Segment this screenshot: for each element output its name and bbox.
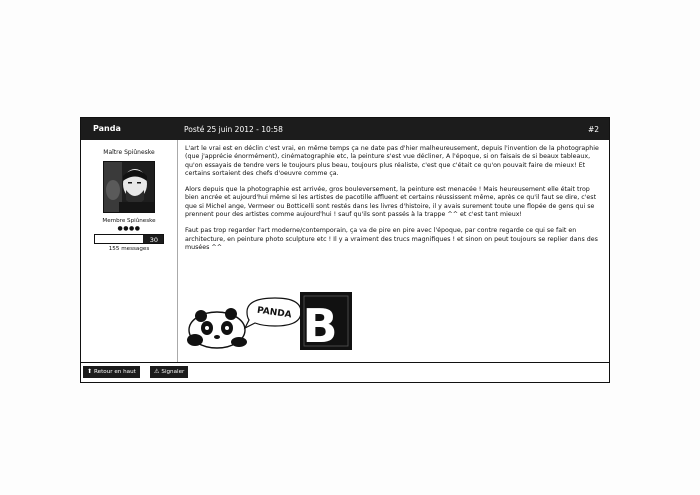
post-author-link[interactable]: Panda (93, 124, 121, 133)
post-number-link[interactable]: #2 (587, 125, 599, 134)
forum-post (80, 117, 610, 383)
avatar-image (104, 162, 154, 212)
post-header (81, 118, 609, 140)
karma-bar (94, 234, 164, 244)
avatar[interactable] (103, 161, 155, 213)
back-to-top-label: Retour en haut (94, 369, 136, 375)
block-letter: B (302, 299, 338, 352)
author-group: Membre Spiûneske (102, 218, 156, 224)
back-to-top-button[interactable] (83, 366, 140, 378)
post-paragraph-1: L'art le vrai est en déclin c'est vrai, en même temps ça ne date pas d'hier malheureusement, depuis l'invention de la photographie (que j'apprécie énormément), cinématographie etc, la peinture s'est vue décliner, A l'époque, si on faisais de si beaux tableaux, qu'on essayais de tendre vers le toujours plus beau, toujours plus réaliste, c'est que c'était ce qu'on pouvait faire de mieux! Et certains sortaient des chefs d'oeuvre comme ça. (185, 145, 599, 177)
rank-stars: ●●●● (117, 225, 141, 232)
panda-drawing (185, 290, 365, 352)
post-paragraph-2: Alors depuis que la photographie est arrivée, gros bouleversement, la peinture est menacée ! Mais heureusement elle était trop bien ancrée et aujourd'hui même si les artistes de pacotille affluent et certains réussissent même, après ce qu'il faut se dire, c'est que si Michel ange, Vermeer ou Botticelli sont restés dans les livres d'histoire, il y avais surement toute une flopée de gens qui se prennent pour des artistes comme aujourd'hui ! sauf qu'ils sont passés à la trappe ^^ et c'est tant mieux! (185, 186, 597, 219)
author-rank: Maître Spiûneske (103, 149, 155, 156)
report-button[interactable] (150, 366, 188, 378)
signature-drawings (185, 290, 365, 352)
bubble-text: PANDA (256, 305, 293, 321)
post-paragraph-3: Faut pas trop regarder l'art moderne/contemporain, ça va de pire en pire avec l'époque, par contre regarde ce qui se fait en architecture, en peinture photo sculpture etc ! Il y a vraiment des trucs magnifiques ! et sinon on peut toujours se replier dans des musées ^^ (185, 227, 598, 251)
karma-value: 30 (149, 236, 158, 244)
message-count: 155 messages (108, 246, 150, 252)
warning-icon: ⚠ (154, 368, 160, 375)
post-content (185, 145, 601, 260)
author-profile (81, 140, 178, 362)
report-label: Signaler (161, 369, 185, 375)
post-date: Posté 25 juin 2012 - 10:58 (184, 125, 283, 134)
arrow-up-icon: ⬆ (87, 368, 93, 375)
post-footer (81, 362, 609, 382)
